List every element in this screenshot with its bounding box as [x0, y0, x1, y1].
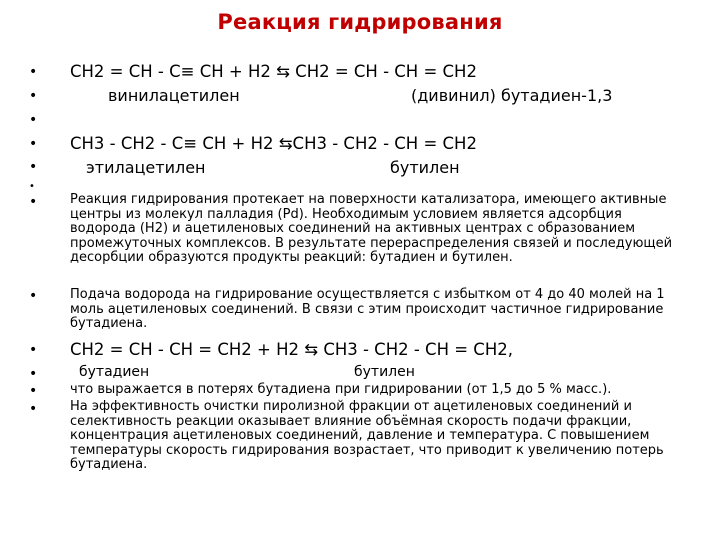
bullet: • — [29, 194, 38, 210]
bullet: • — [29, 181, 35, 192]
equation-1-product-name: (дивинил) бутадиен-1,3 — [411, 86, 613, 105]
equation-3-product-name: бутилен — [354, 364, 415, 380]
equation-3-reactant-name: бутадиен — [79, 364, 150, 380]
paragraph-efficiency: На эффективность очистки пиролизной фракции от ацетиленовых соединений и селективность реакции оказывает влияние объёмная скорость подачи фракции, концентрация ацетиленовых соединений, давление и температура. С повышением температуры скорость гидрирования возрастает, что приводит к увеличению потерь бутадиена. — [70, 399, 664, 473]
bullet: • — [29, 136, 38, 152]
equation-1-reactant-name: винилацетилен — [108, 86, 240, 105]
paragraph-hydrogen-feed: Подача водорода на гидрирование осуществляется с избытком от 4 до 40 молей на 1 моль ацетиленовых соединений. В связи с этим происходит частичное гидрирование бутадиена. — [70, 287, 665, 332]
bullet: • — [29, 159, 38, 175]
bullet: • — [29, 112, 38, 128]
equation-2: CH3 - CH2 - C≡ CH + H2 ⇆CH3 - CH2 - CH = CH2 — [70, 134, 477, 153]
bullet: • — [29, 342, 38, 358]
bullet: • — [29, 64, 38, 80]
equation-1: CH2 = CH - C≡ CH + H2 ⇆ CH2 = CH - CH = CH2 — [70, 62, 477, 81]
equation-3: CH2 = CH - CH = CH2 + H2 ⇆ CH3 - CH2 - CH = CH2, — [70, 340, 513, 359]
bullet: • — [29, 383, 38, 399]
bullet: • — [29, 88, 38, 104]
bullet: • — [29, 401, 38, 417]
bullet: • — [29, 366, 38, 382]
paragraph-catalyst: Реакция гидрирования протекает на поверхности катализатора, имеющего активные центры из молекул палладия (Pd). Необходимым условием является адсорбция водорода (H2) и ацетиленовых соединений на активных центрах с образованием промежуточных комплексов. В результате перераспределения связей и последующей десорбции образуются продукты реакций: бутадиен и бутилен. — [70, 192, 673, 266]
equation-2-product-name: бутилен — [390, 158, 460, 177]
slide-title: Реакция гидрирования — [217, 10, 503, 34]
equation-2-reactant-name: этилацетилен — [86, 158, 206, 177]
bullet: • — [29, 288, 38, 304]
loss-statement: что выражается в потерях бутадиена при гидрировании (от 1,5 до 5 % масс.). — [70, 382, 612, 397]
